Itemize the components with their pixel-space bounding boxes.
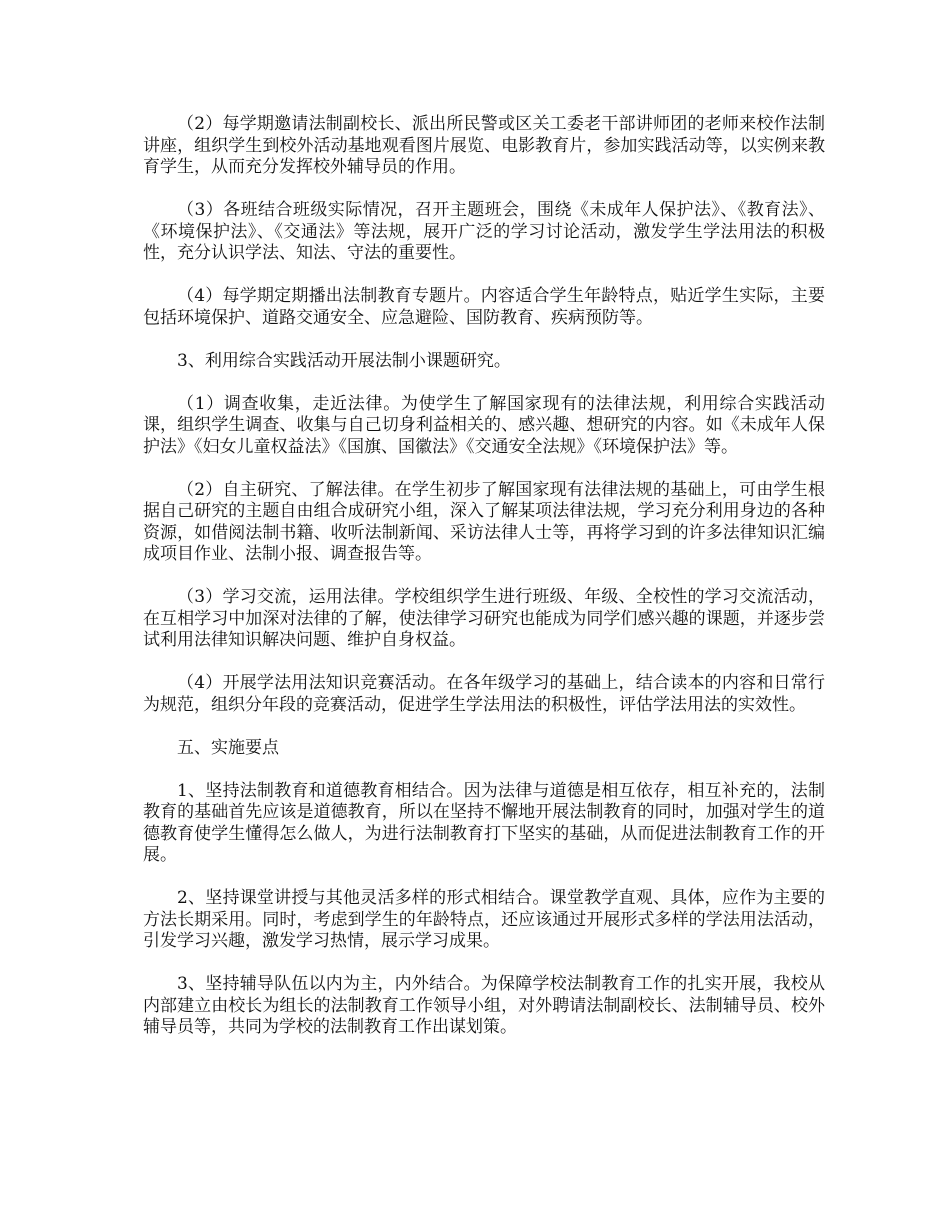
document-body xyxy=(143,114,825,1039)
paragraph-independent-research: （2）自主研究、了解法律。在学生初步了解国家现有法律法规的基础上，可由学生根据自己研究的主题自由组合成研究小组，深入了解某项法律法规，学习充分利用身边的各种资源，如借阅法制书籍、收听法制新闻、采访法律人士等，再将学习到的许多法律知识汇编成项目作业、法制小报、调查报告等。 xyxy=(143,479,825,564)
paragraph-class-meetings: （3）各班结合班级实际情况，召开主题班会，围绕《未成年人保护法》、《教育法》、《环境保护法》、《交通法》等法规，展开广泛的学习讨论活动，激发学生学法用法的积极性，充分认识学法、知法、守法的重要性。 xyxy=(143,200,825,263)
section-heading-implementation-points: 五、实施要点 xyxy=(177,737,279,758)
paragraph-education-films: （4）每学期定期播出法制教育专题片。内容适合学生年龄特点，贴近学生实际，主要包括环境保护、道路交通安全、应急避险、国防教育、疾病预防等。 xyxy=(143,286,825,328)
paragraph-classroom-and-activities: 2、坚持课堂讲授与其他灵活多样的形式相结合。课堂教学直观、具体，应作为主要的方法长期采用。同时，考虑到学生的年龄特点，还应该通过开展形式多样的学法用法活动，引发学习兴趣，激发学习热情，展示学习成果。 xyxy=(143,888,825,951)
paragraph-survey-collection: （1）调查收集，走近法律。为使学生了解国家现有的法律法规，利用综合实践活动课，组织学生调查、收集与自己切身利益相关的、感兴趣、想研究的内容。如《未成年人保护法》《妇女儿童权益法》《国旗、国徽法》《交通安全法规》《环境保护法》等。 xyxy=(143,393,825,457)
paragraph-learning-exchange: （3）学习交流，运用法律。学校组织学生进行班级、年级、全校性的学习交流活动，在互相学习中加深对法律的了解，使法律学习研究也能成为同学们感兴趣的课题，并逐步尝试利用法律知识解决问题、维护自身权益。 xyxy=(143,587,825,650)
section-heading-research-topics: 3、利用综合实践活动开展法制小课题研究。 xyxy=(177,350,511,371)
paragraph-guidance-team: 3、坚持辅导队伍以内为主，内外结合。为保障学校法制教育工作的扎实开展，我校从内部建立由校长为组长的法制教育工作领导小组，对外聘请法制副校长、法制辅导员、校外辅导员等，共同为学校的法制教育工作出谋划策。 xyxy=(143,974,825,1037)
paragraph-law-lectures: （2）每学期邀请法制副校长、派出所民警或区关工委老干部讲师团的老师来校作法制讲座，组织学生到校外活动基地观看图片展览、电影教育片，参加实践活动等，以实例来教育学生，从而充分发挥校外辅导员的作用。 xyxy=(143,114,825,177)
paragraph-knowledge-contest: （4）开展学法用法知识竞赛活动。在各年级学习的基础上，结合读本的内容和日常行为规范，组织分年段的竞赛活动，促进学生学法用法的积极性，评估学法用法的实效性。 xyxy=(143,673,825,715)
paragraph-law-and-morality: 1、坚持法制教育和道德教育相结合。因为法律与道德是相互依存，相互补充的，法制教育的基础首先应该是道德教育，所以在坚持不懈地开展法制教育的同时，加强对学生的道德教育使学生懂得怎么做人，为进行法制教育打下坚实的基础，从而促进法制教育工作的开展。 xyxy=(143,780,825,865)
